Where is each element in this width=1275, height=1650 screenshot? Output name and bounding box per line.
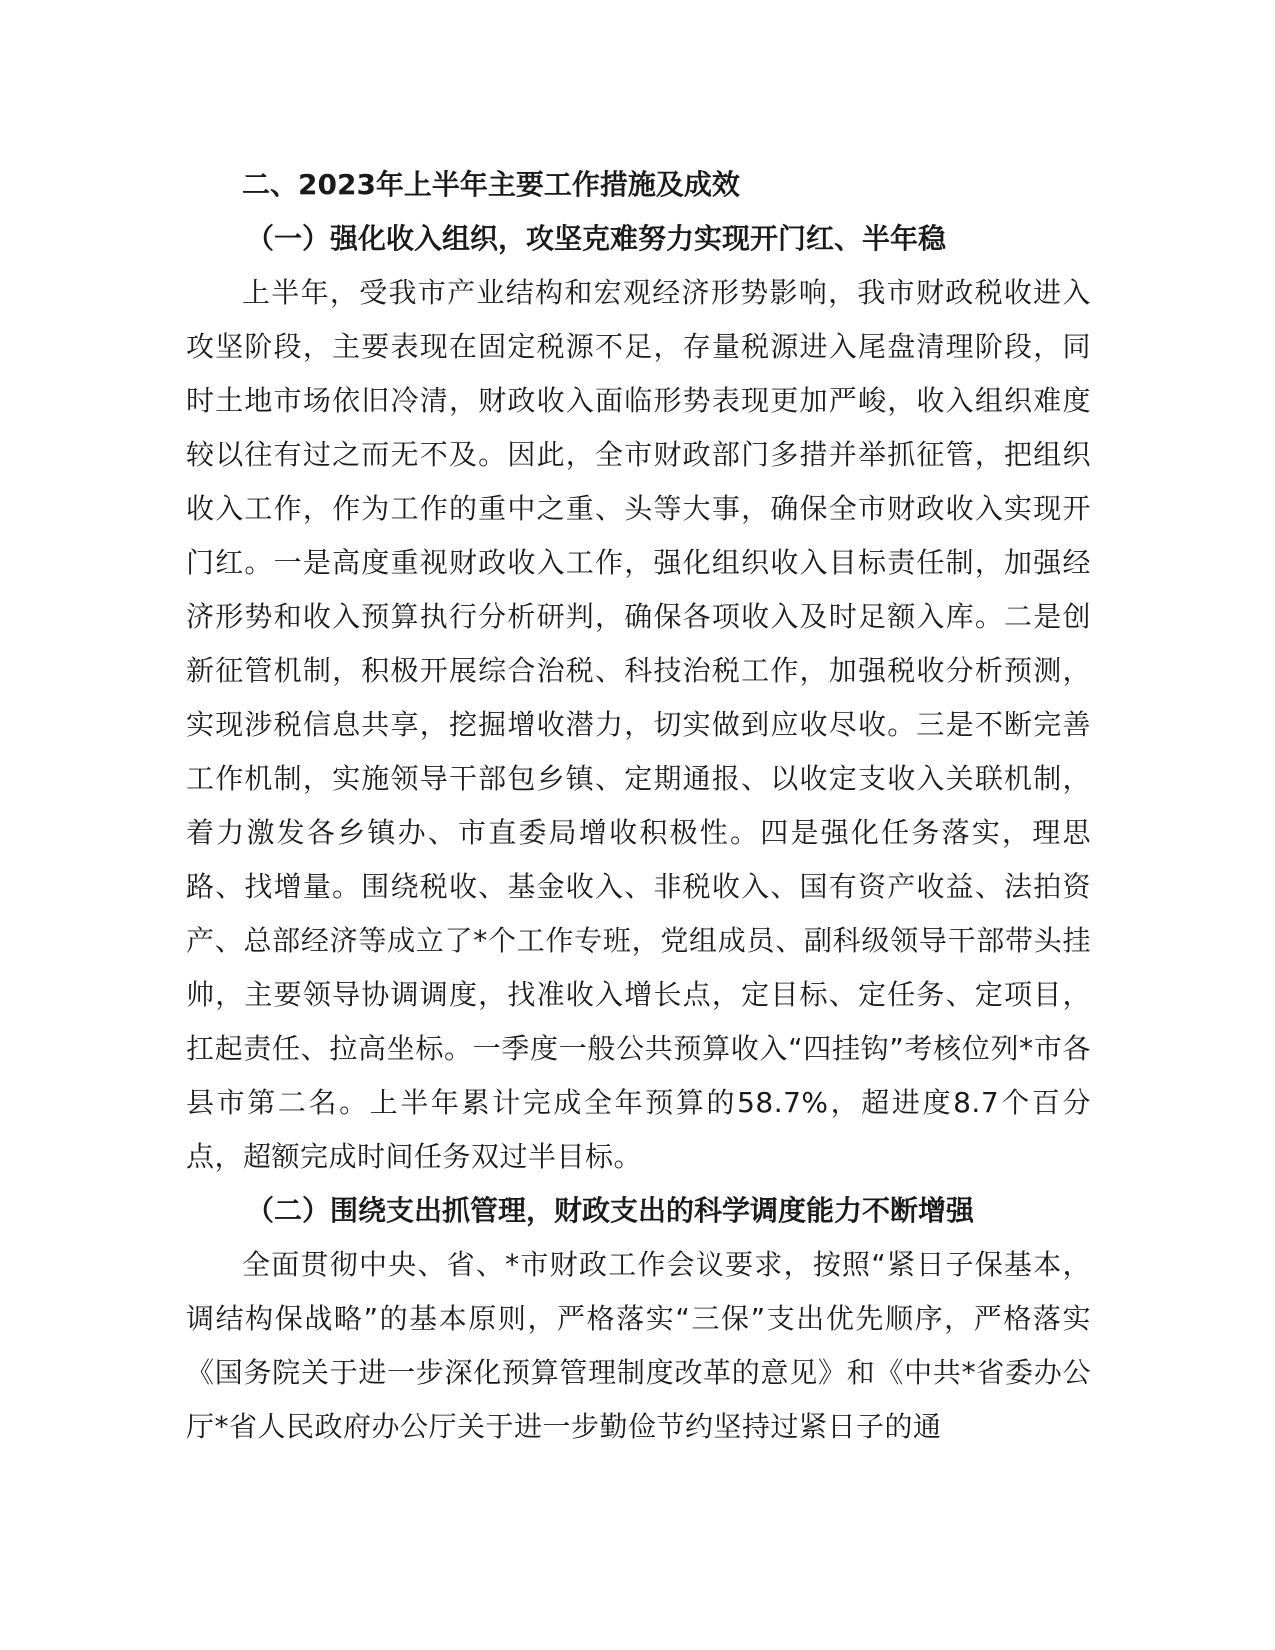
section-2-heading: （二）围绕支出抓管理，财政支出的科学调度能力不断增强 xyxy=(246,1194,975,1227)
document-body xyxy=(186,158,1091,1454)
section-1-paragraph: 上半年，受我市产业结构和宏观经济形势影响，我市财政税收进入攻坚阶段，主要表现在固定税源不足，存量税源进入尾盘清理阶段，同时土地市场依旧冷清，财政收入面临形势表现更加严峻，收入组织难度较以往有过之而无不及。因此，全市财政部门多措并举抓征管，把组织收入工作，作为工作的重中之重、头等大事，确保全市财政收入实现开门红。一是高度重视财政收入工作，强化组织收入目标责任制，加强经济形势和收入预算执行分析研判，确保各项收入及时足额入库。二是创新征管机制，积极开展综合治税、科技治税工作，加强税收分析预测，实现涉税信息共享，挖掘增收潜力，切实做到应收尽收。三是不断完善工作机制，实施领导干部包乡镇、定期通报、以收定支收入关联机制，着力激发各乡镇办、市直委局增收积极性。四是强化任务落实，理思路、找增量。围绕税收、基金收入、非税收入、国有资产收益、法拍资产、总部经济等成立了*个工作专班，党组成员、副科级领导干部带头挂帅，主要领导协调调度，找准收入增长点，定目标、定任务、定项目，扛起责任、拉高坐标。一季度一般公共预算收入“四挂钩”考核位列*市各县市第二名。上半年累计完成全年预算的58.7%，超进度8.7个百分点，超额完成时间任务双过半目标。 xyxy=(186,276,1091,1173)
section-1-heading: （一）强化收入组织，攻坚克难努力实现开门红、半年稳 xyxy=(246,222,947,255)
section-2-paragraph: 全面贯彻中央、省、*市财政工作会议要求，按照“紧日子保基本，调结构保战略”的基本原则，严格落实“三保”支出优先顺序，严格落实《国务院关于进一步深化预算管理制度改革的意见》和《中共*省委办公厅*省人民政府办公厅关于进一步勤俭节约坚持过紧日子的通 xyxy=(186,1248,1091,1443)
main-heading: 二、2023年上半年主要工作措施及成效 xyxy=(242,168,740,201)
